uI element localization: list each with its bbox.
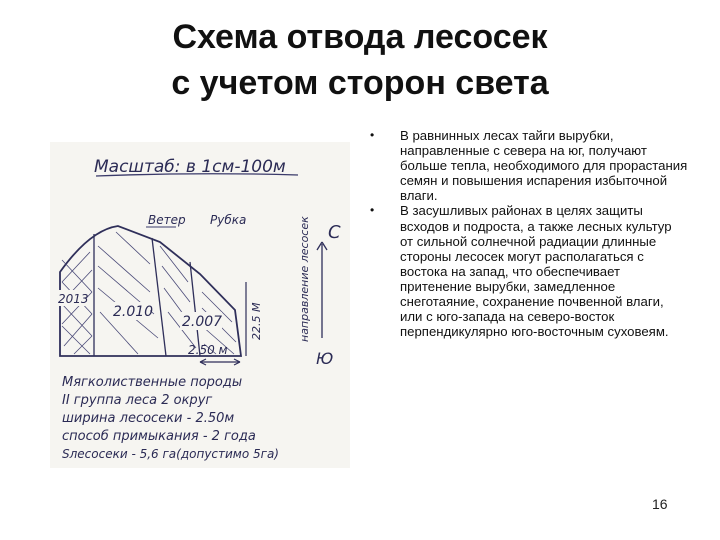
- direction-label: направление лесосек: [298, 216, 311, 342]
- south-label: Ю: [316, 349, 334, 368]
- note-line-3: ширина лесосеки - 2.50м: [62, 411, 235, 426]
- note-line-5: Sлесосеки - 5,6 га(допустимо 5га): [62, 447, 279, 461]
- bullet-item-2: • В засушливых районах в целях защиты всходов и подроста, а также лесных культур от сильной солнечной радиации длинные стороны лесосек могут располагаться с востока на запад, что обеспечивает притенение вырубки, замедленное снеготаяние, сохранение почвенной влаги, или с юго-запада на северо-восток перпендикулярно юго-восточным суховеям.: [368, 203, 688, 339]
- title-line-2: с учетом сторон света: [171, 64, 549, 102]
- height-dimension-label: 22.5 М: [250, 302, 263, 340]
- hand-drawn-plot-scheme: [50, 142, 350, 468]
- north-label: С: [328, 222, 341, 243]
- scheme-drawing: [50, 142, 350, 468]
- page-number: 16: [652, 496, 668, 512]
- plot-year-2013: 2013: [58, 292, 89, 306]
- note-line-4: способ примыкания - 2 года: [62, 429, 256, 444]
- note-line-2: II группа леса 2 округ: [62, 393, 213, 408]
- strip-divider-2: [152, 238, 166, 356]
- bullet-item-1: • В равнинных лесах тайги вырубки, направленные с севера на юг, получают больше тепла, необходимого для прорастания семян и повышения испарения избыточной влаги.: [368, 128, 688, 203]
- note-line-1: Мягколиственные породы: [62, 375, 243, 390]
- width-dimension-label: 2.50 м: [188, 343, 228, 357]
- slide-title: [0, 14, 720, 106]
- plot-year-2007: 2.007: [182, 314, 223, 330]
- wind-label: Ветер: [148, 213, 186, 227]
- title-line-1: Схема отвода лесосек: [172, 18, 548, 56]
- bullet-list: [368, 128, 688, 339]
- scale-label: Масштаб: в 1см-100м: [94, 157, 286, 177]
- grove-label: Рубка: [210, 213, 247, 227]
- plot-year-2010: 2.010: [113, 304, 154, 320]
